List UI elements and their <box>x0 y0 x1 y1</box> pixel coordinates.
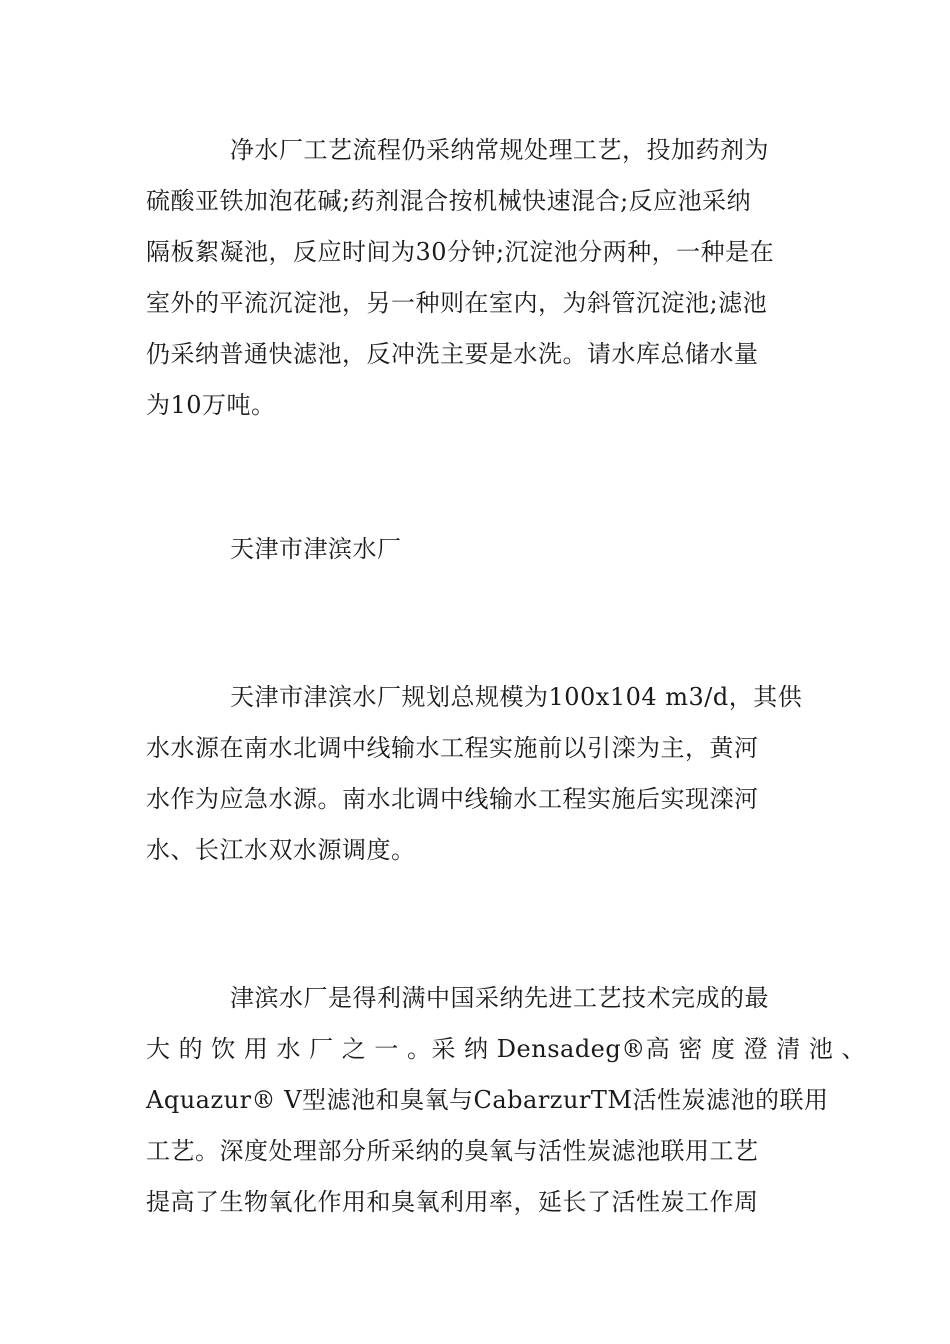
text-line: 工艺。深度处理部分所采纳的臭氧与活性炭滤池联用工艺 <box>146 1137 759 1165</box>
text-line: 仍采纳普通快滤池，反冲洗主要是水洗。请水库总储水量 <box>146 340 759 368</box>
paragraph-jinbin-plant-scale <box>146 672 802 876</box>
text-line: 提高了生物氧化作用和臭氧利用率，延长了活性炭工作周 <box>146 1188 759 1216</box>
text-line: 大 的 饮 用 水 厂 之 一 。采 纳 Densadeg®高 密 度 澄 清 池 、 <box>146 1035 867 1063</box>
text-line: 津滨水厂是得利满中国采纳先进工艺技术完成的最 <box>230 984 769 1012</box>
text-line: 为10万吨。 <box>146 391 276 419</box>
section-heading: 天津市津滨水厂 <box>230 535 402 563</box>
text-line: 水水源在南水北调中线输水工程实施前以引滦为主，黄河 <box>146 734 759 762</box>
text-line: Aquazur® V型滤池和臭氧与CabarzurTM活性炭滤池的联用 <box>146 1086 829 1114</box>
text-line: 室外的平流沉淀池，另一种则在室内，为斜管沉淀池;滤池 <box>146 289 768 317</box>
text-line: 天津市津滨水厂规划总规模为100x104 m3/d，其供 <box>230 683 803 711</box>
paragraph-jinbin-plant-technology <box>146 973 866 1228</box>
text-line: 水、长江水双水源调度。 <box>146 836 416 864</box>
text-line: 水作为应急水源。南水北调中线输水工程实施后实现滦河 <box>146 785 759 813</box>
text-line: 净水厂工艺流程仍采纳常规处理工艺，投加药剂为 <box>230 136 769 164</box>
text-line: 隔板絮凝池，反应时间为30分钟;沉淀池分两种，一种是在 <box>146 238 775 266</box>
paragraph-water-plant-process <box>146 125 774 431</box>
text-line: 硫酸亚铁加泡花碱;药剂混合按机械快速混合;反应池采纳 <box>146 187 752 215</box>
